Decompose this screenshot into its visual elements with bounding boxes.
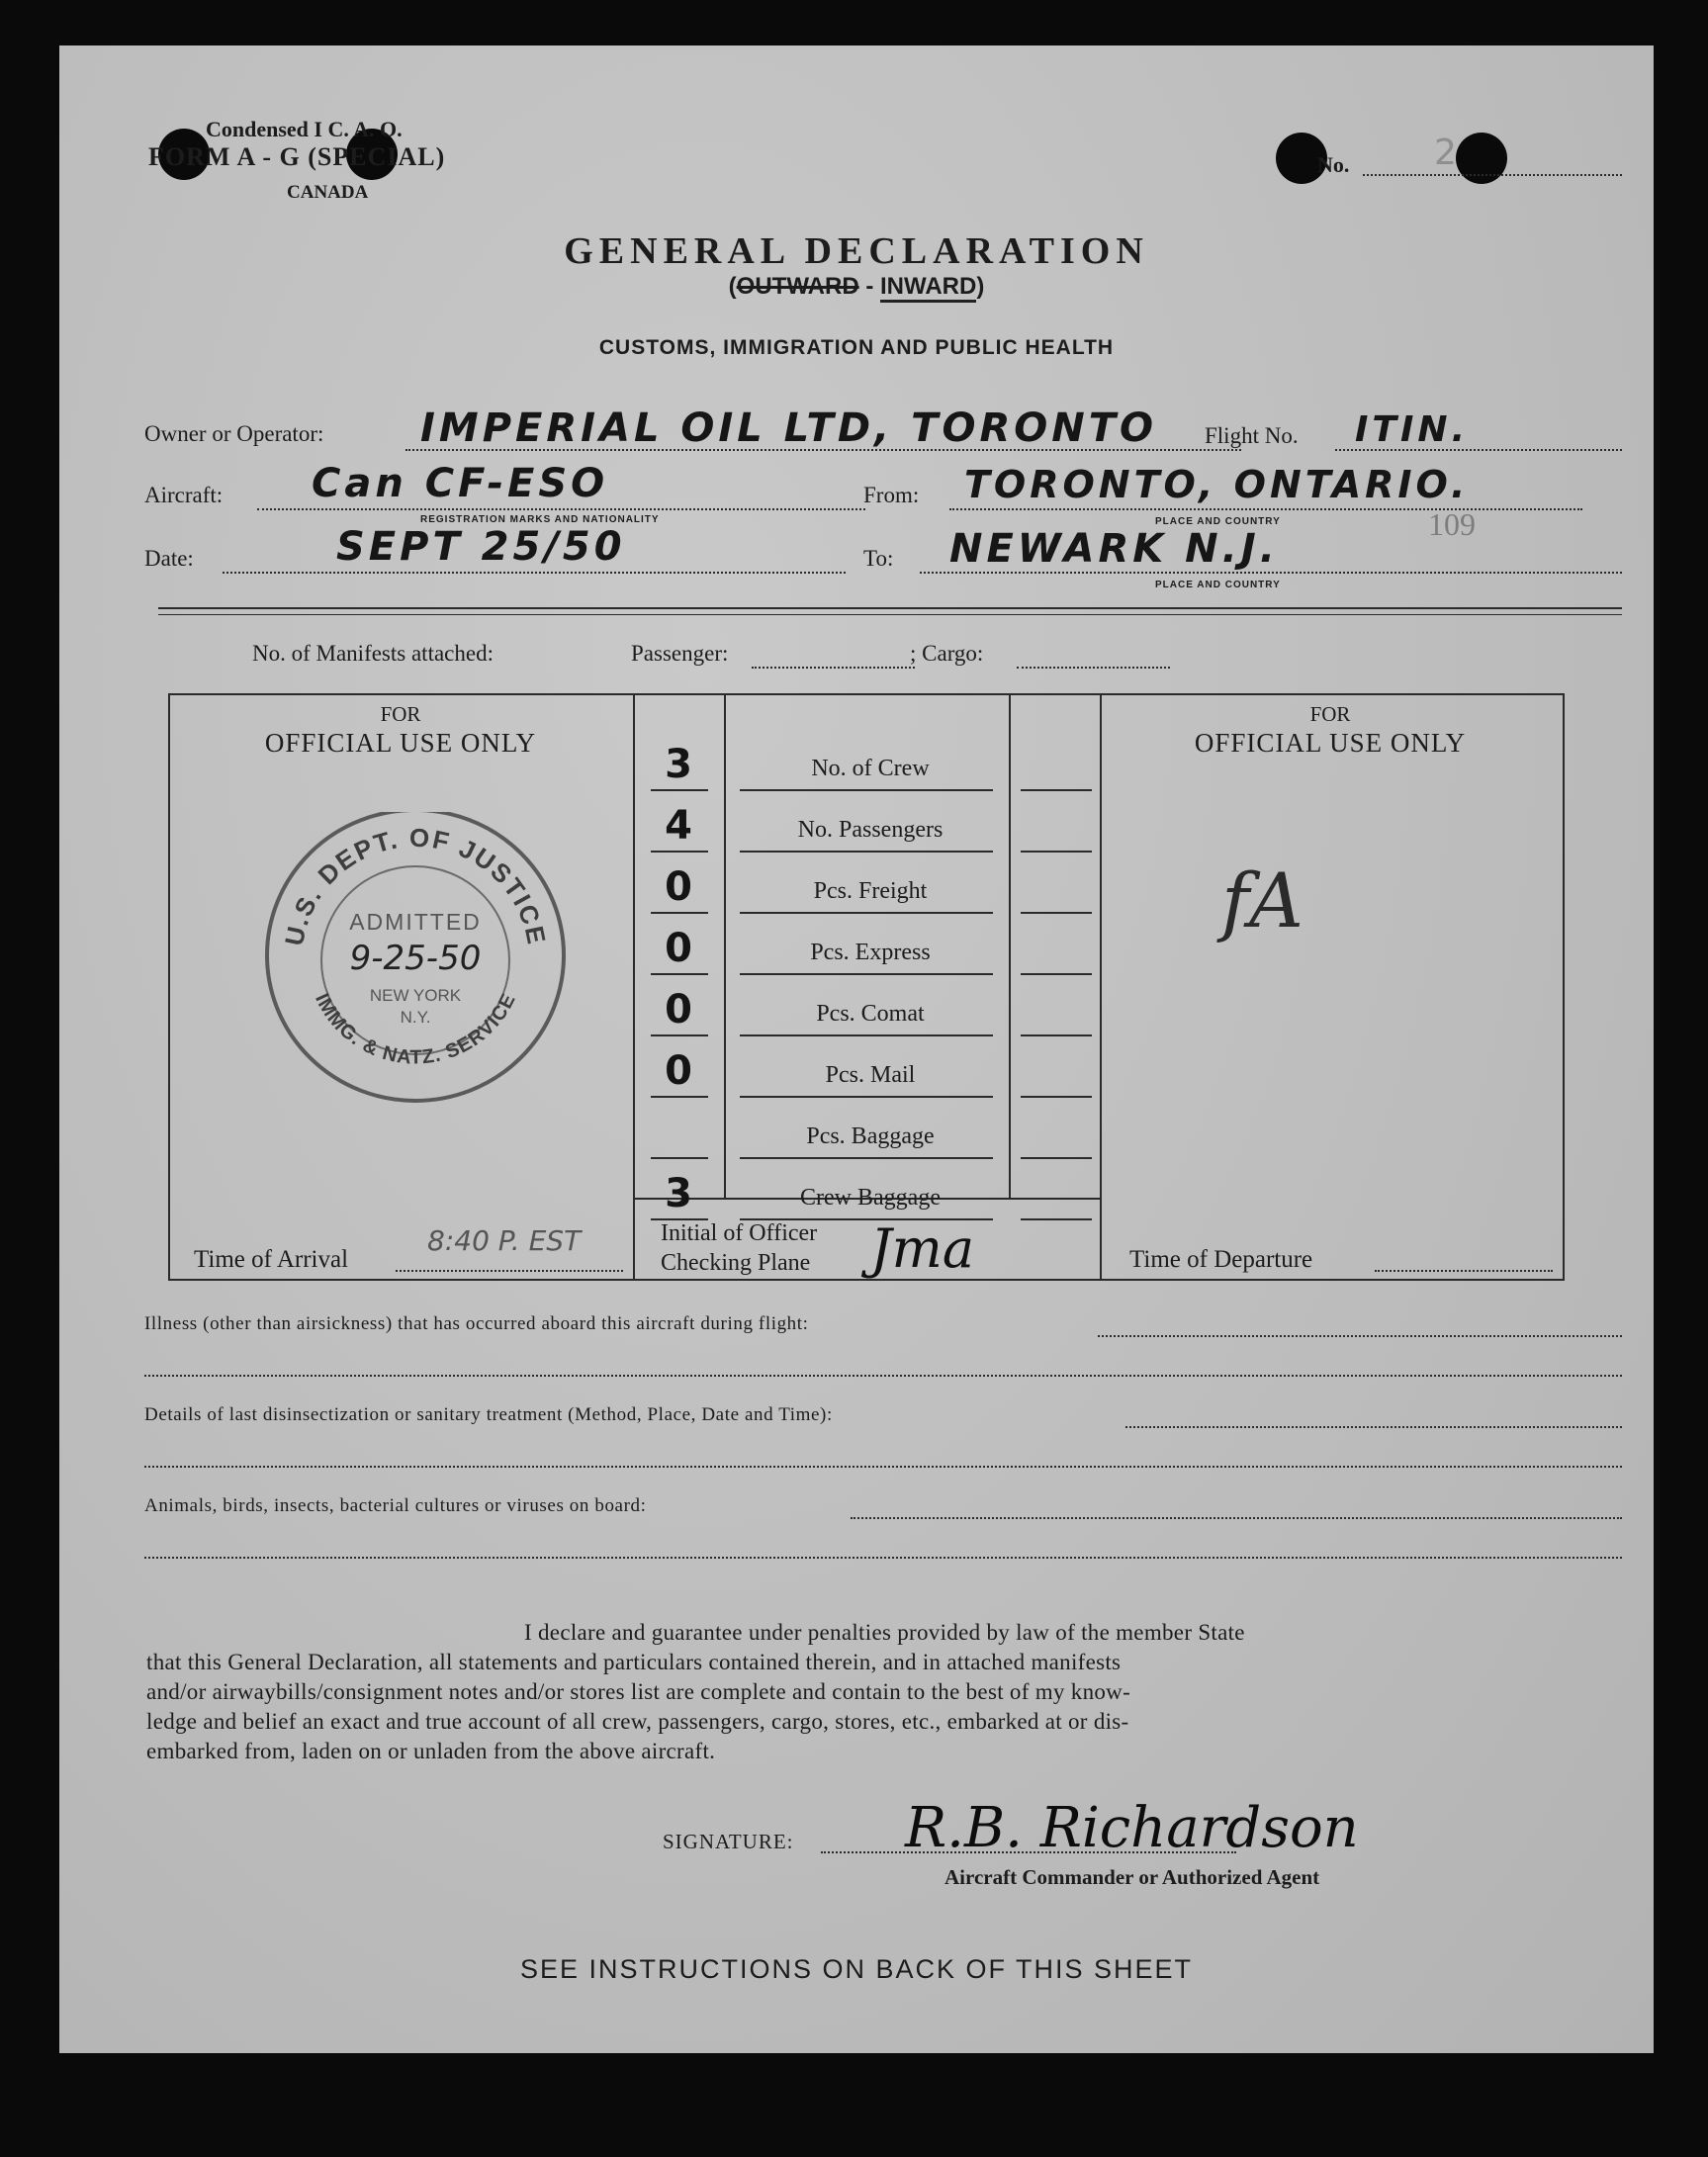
page-title: GENERAL DECLARATION [564,230,1149,272]
count-rule [651,1034,708,1036]
count-label: Crew Baggage [800,1185,941,1211]
official-left-title: OFFICIAL USE ONLY [264,728,537,758]
aircraft-caption: REGISTRATION MARKS AND NATIONALITY [420,514,660,525]
animals-question: Animals, birds, insects, bacterial cultures or viruses on board: [144,1495,647,1516]
outward-struck: OUTWARD [736,273,859,300]
signature-caption: Aircraft Commander or Authorized Agent [944,1865,1320,1889]
officer-initials: Jma [870,1217,975,1280]
official-right-title: OFFICIAL USE ONLY [1194,728,1467,758]
count-label: Pcs. Freight [813,878,928,904]
count-rule [651,789,708,791]
form-code: FORM A - G (SPECIAL) [148,142,446,171]
footer-instructions: SEE INSTRUCTIONS ON BACK OF THIS SHEET [519,1954,1194,1984]
flight-label: Flight No. [1205,423,1299,448]
subtitle: CUSTOMS, IMMIGRATION AND PUBLIC HEALTH [598,336,1115,359]
count-rule [740,851,993,853]
from-label: From: [863,483,920,507]
count-value: 0 [665,926,692,971]
count-rule [740,973,993,975]
stamp-bottom-text: IMMG. & NATZ. SERVICE [311,989,520,1069]
count-value: 0 [665,987,692,1033]
manifests-label: No. of Manifests attached: [252,641,494,666]
form-no-value: 2 [1434,133,1457,173]
count-value: 4 [665,803,692,849]
from-caption: PLACE AND COUNTRY [1155,516,1281,527]
count-label: Pcs. Mail [825,1062,916,1088]
from-value: TORONTO, ONTARIO. [964,463,1470,506]
count-rule [1021,851,1092,853]
signature-value: R.B. Richardson [905,1796,1359,1860]
form-no-label: No. [1317,152,1350,177]
manifests-passenger-label: Passenger: [631,641,729,666]
declaration-line5: embarked from, laden on or unladen from the above aircraft. [146,1739,716,1763]
official-left-for: FOR [380,702,421,726]
owner-label: Owner or Operator: [144,421,324,446]
count-label: Pcs. Express [810,940,931,965]
count-rule [1021,1096,1092,1098]
count-value: 3 [665,1171,692,1216]
stamp-top-text: U.S. DEPT. OF JUSTICE [278,822,553,948]
illness-question: Illness (other than airsickness) that has occurred aboard this aircraft during flight: [144,1313,809,1334]
time-of-arrival-value: 8:40 P. EST [427,1224,582,1257]
form-sheet [59,45,1654,2053]
stamp-state: N.Y. [400,1008,431,1027]
count-rule [740,789,993,791]
count-value: 3 [665,742,692,787]
time-of-arrival-label: Time of Arrival [194,1246,349,1273]
condensed-icao: Condensed I C. A. O. [206,117,403,141]
flight-value: ITIN. [1355,409,1470,450]
count-rule [651,912,708,914]
count-rule [1021,1034,1092,1036]
to-caption: PLACE AND COUNTRY [1155,580,1281,590]
page-number: 109 [1428,506,1476,542]
disinsectization-question: Details of last disinsectization or sanitary treatment (Method, Place, Date and Time): [144,1404,833,1425]
signature-label: SIGNATURE: [663,1830,794,1853]
declaration-line4: ledge and belief an exact and true account of all crew, passengers, cargo, stores, etc., embarked at or dis- [146,1709,1129,1734]
count-rule [740,1218,993,1220]
form-country: CANADA [287,182,369,203]
declaration-line1: I declare and guarantee under penalties provided by law of the member State [524,1620,1245,1645]
admitted-stamp [262,812,569,1109]
count-rule [1021,1218,1092,1220]
aircraft-value: Can CF-ESO [312,461,609,506]
count-rule [651,851,708,853]
declaration-line2: that this General Declaration, all statements and particulars contained therein, and in attached manifests [146,1650,1122,1674]
inward-label: INWARD [880,273,976,303]
count-rule [651,973,708,975]
count-rule [1021,1157,1092,1159]
count-rule [740,912,993,914]
stamp-city: NEW YORK [369,986,462,1005]
count-value: 0 [665,1048,692,1094]
to-label: To: [863,546,894,571]
count-rule [651,1096,708,1098]
direction-line: (OUTWARD - INWARD) [59,273,1654,301]
manifests-cargo-label: ; Cargo: [910,641,984,666]
declaration-line3: and/or airwaybills/consignment notes and/or stores list are complete and contain to the best of my know- [146,1679,1131,1704]
date-label: Date: [144,546,194,571]
count-label: No. of Crew [811,756,930,781]
count-label: Pcs. Baggage [806,1123,935,1149]
time-of-departure-label: Time of Departure [1129,1246,1313,1273]
count-value: 0 [665,864,692,910]
official-right-mark: fA [1221,856,1304,944]
stamp-date: 9-25-50 [349,939,482,978]
official-right-for: FOR [1309,702,1351,726]
aircraft-label: Aircraft: [144,483,224,507]
stamp-admitted: ADMITTED [349,909,482,935]
count-rule [740,1096,993,1098]
count-rule [740,1034,993,1036]
count-rule [1021,973,1092,975]
owner-value: IMPERIAL OIL LTD, TORONTO [420,405,1158,451]
punch-hole [1456,133,1507,184]
count-rule [1021,912,1092,914]
count-rule [1021,789,1092,791]
count-label: Pcs. Comat [816,1001,925,1027]
to-value: NEWARK N.J. [949,526,1279,572]
count-rule [651,1157,708,1159]
count-rule [651,1218,708,1220]
officer-label-line1: Initial of Officer [661,1220,818,1246]
officer-label-line2: Checking Plane [661,1250,811,1276]
count-label: No. Passengers [797,817,944,843]
count-rule [740,1157,993,1159]
date-value: SEPT 25/50 [336,524,626,570]
